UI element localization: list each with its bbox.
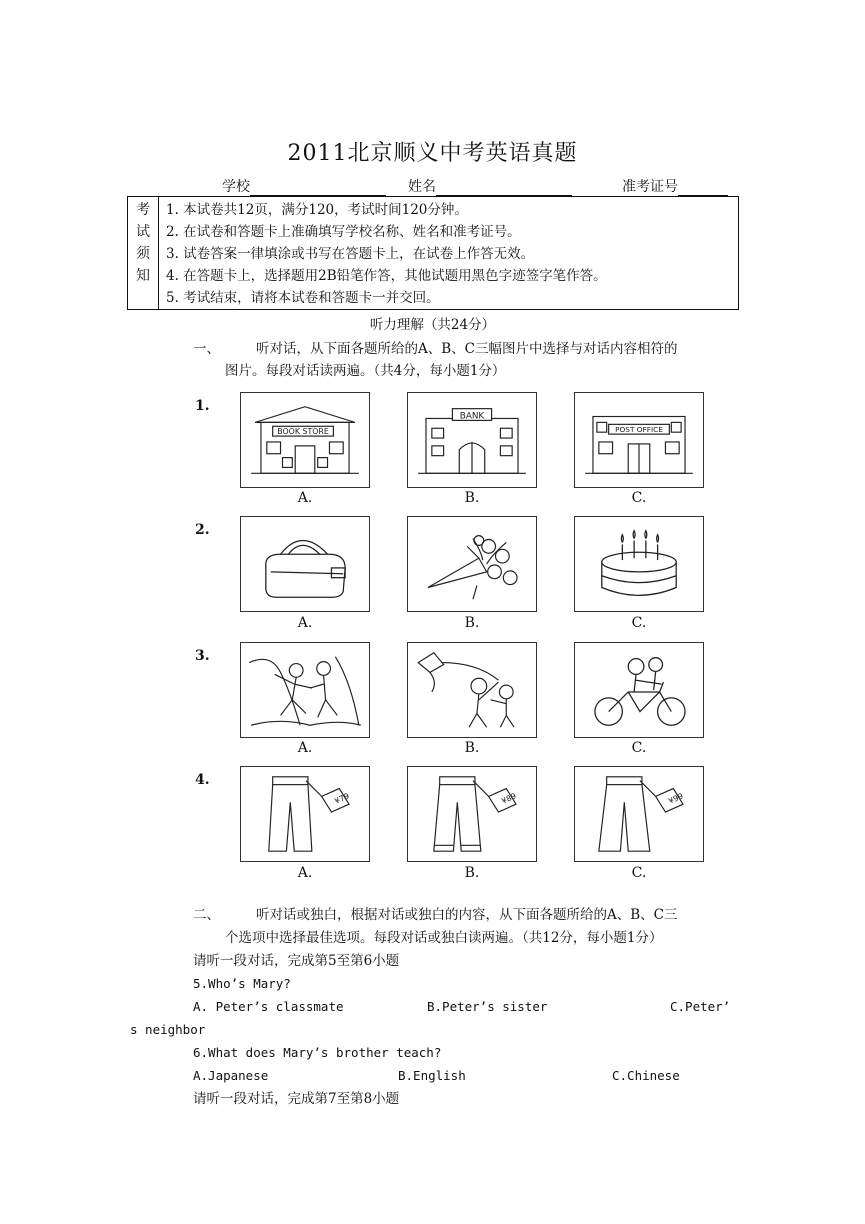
- kite-flying-icon: [407, 642, 537, 738]
- part1-number: 一、: [193, 341, 220, 357]
- q5-option-c-continued: s neighbor: [130, 1022, 206, 1037]
- jeans-icon: [574, 766, 704, 862]
- notice-side-label: 考 试 须 知: [128, 197, 159, 309]
- price-tag: ¥99: [667, 791, 685, 806]
- jeans-icon: [407, 766, 537, 862]
- notice-list: [166, 199, 607, 309]
- q6-option-b: B.English: [398, 1068, 466, 1083]
- listening-header: 听力理解（共24分）: [369, 317, 496, 333]
- option-label: B.: [464, 865, 480, 881]
- option-label: B.: [464, 740, 480, 756]
- birthday-cake-icon: [574, 516, 704, 612]
- exam-number-field: 准考证号: [622, 176, 728, 196]
- q6-option-c: C.Chinese: [612, 1068, 680, 1083]
- part2-number: 二、: [193, 907, 220, 923]
- notice-item: 4. 在答题卡上，选择题用2B铅笔作答，其他试题用黑色字迹签字笔作答。: [166, 268, 607, 284]
- dialog-instruction: 请听一段对话，完成第7至第8小题: [193, 1091, 400, 1107]
- option-label: C.: [631, 615, 647, 631]
- page-title: 2011北京顺义中考英语真题: [287, 141, 578, 166]
- bookstore-icon: [240, 392, 370, 488]
- option-label: A.: [297, 740, 313, 756]
- bicycle-icon: [574, 642, 704, 738]
- exam-notice-box: [127, 196, 739, 310]
- question-number: 3.: [195, 648, 210, 664]
- notice-item: 1. 本试卷共12页，满分120，考试时间120分钟。: [166, 202, 468, 218]
- question-number: 1.: [195, 398, 210, 414]
- notice-item: 2. 在试卷和答题卡上准确填写学校名称、姓名和准考证号。: [166, 224, 521, 240]
- name-field: 姓名: [408, 176, 572, 196]
- part1-instructions-line1: 听对话，从下面各题所给的A、B、C三幅图片中选择与对话内容相符的: [256, 341, 678, 357]
- school-field: 学校: [222, 176, 386, 196]
- post-office-icon: [574, 392, 704, 488]
- option-label: B.: [464, 615, 480, 631]
- dialog-instruction: 请听一段对话，完成第5至第6小题: [193, 953, 400, 969]
- question-number: 4.: [195, 772, 210, 788]
- q5-option-a: A. Peter’s classmate: [193, 999, 344, 1014]
- option-label: A.: [297, 490, 313, 506]
- q5-option-c: C.Peter’: [670, 999, 731, 1014]
- q6-option-a: A.Japanese: [193, 1068, 269, 1083]
- question-6: 6.What does Mary’s brother teach?: [193, 1045, 442, 1060]
- part1-instructions-line2: 图片。每段对话读两遍。（共4分，每小题1分）: [225, 363, 506, 379]
- jeans-icon: [240, 766, 370, 862]
- option-label: C.: [631, 740, 647, 756]
- bank-icon: [407, 392, 537, 488]
- price-tag: ¥89: [500, 791, 518, 806]
- option-label: A.: [297, 865, 313, 881]
- flowers-icon: [407, 516, 537, 612]
- part2-instructions-line1: 听对话或独白，根据对话或独白的内容，从下面各题所给的A、B、C三: [256, 907, 678, 923]
- option-label: C.: [631, 865, 647, 881]
- price-tag: ¥79: [333, 791, 351, 806]
- notice-item: 5. 考试结束，请将本试卷和答题卡一并交回。: [166, 290, 440, 306]
- question-number: 2.: [195, 522, 210, 538]
- handbag-icon: [240, 516, 370, 612]
- bank-sign: BANK: [459, 411, 485, 422]
- option-label: A.: [297, 615, 313, 631]
- bookstore-sign: BOOK STORE: [277, 427, 329, 437]
- part2-instructions-line2: 个选项中选择最佳选项。每段对话或独白读两遍。（共12分，每小题1分）: [225, 930, 663, 946]
- notice-item: 3. 试卷答案一律填涂或书写在答题卡上，在试卷上作答无效。: [166, 246, 535, 262]
- post-office-sign: POST OFFICE: [615, 425, 663, 435]
- question-5: 5.Who’s Mary?: [193, 976, 291, 991]
- climbing-icon: [240, 642, 370, 738]
- option-label: B.: [464, 490, 480, 506]
- q5-option-b: B.Peter’s sister: [427, 999, 548, 1014]
- option-label: C.: [631, 490, 647, 506]
